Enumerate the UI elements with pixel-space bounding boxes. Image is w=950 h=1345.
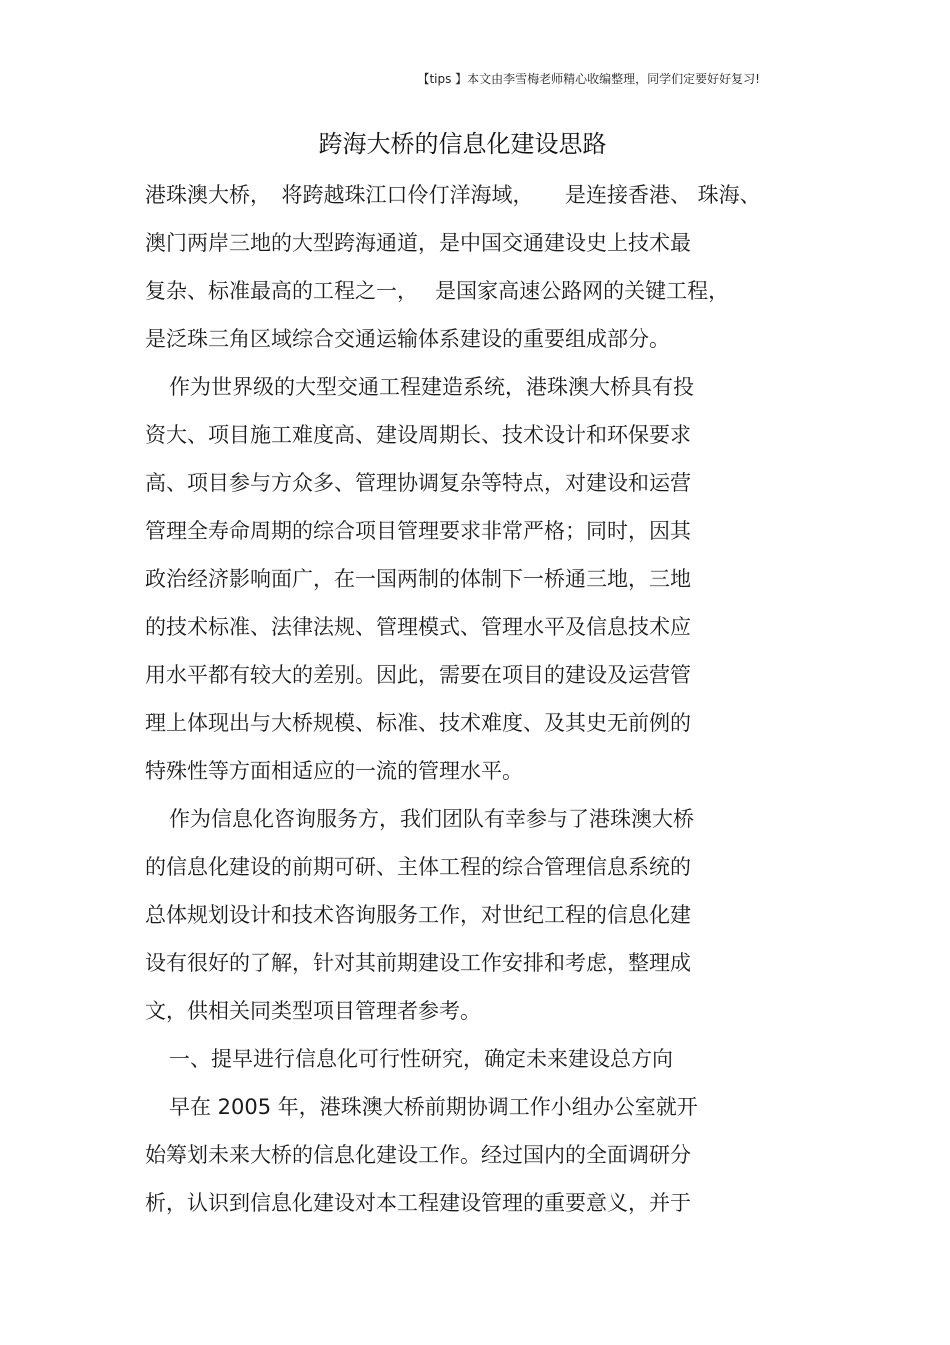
- text-line: 作为世界级的大型交通工程建造系统，港珠澳大桥具有投: [169, 375, 694, 399]
- text-line: 复杂、标准最高的工程之一， 是国家高速公路网的关键工程，: [145, 279, 730, 303]
- text-line: 文，供相关同类型项目管理者参考。: [145, 999, 481, 1023]
- text-line: 高、项目参与方众多、管理协调复杂等特点，对建设和运营: [145, 471, 691, 495]
- section-heading: 一、提早进行信息化可行性研究，确定未来建设总方向: [169, 1047, 673, 1071]
- text-line: 澳门两岸三地的大型跨海通道，是中国交通建设史上技术最: [145, 231, 691, 255]
- document-title: 跨海大桥的信息化建设思路: [318, 130, 607, 158]
- text-line: 析，认识到信息化建设对本工程建设管理的重要意义，并于: [145, 1191, 691, 1215]
- text-line: 是泛珠三角区域综合交通运输体系建设的重要组成部分。: [145, 327, 670, 351]
- text-line: 用水平都有较大的差别。因此，需要在项目的建设及运营管: [145, 663, 691, 687]
- text-line: 设有很好的了解，针对其前期建设工作安排和考虑，整理成: [145, 951, 691, 975]
- text-line: 作为信息化咨询服务方，我们团队有幸参与了港珠澳大桥: [169, 807, 694, 831]
- text-line: 的信息化建设的前期可研、主体工程的综合管理信息系统的: [145, 855, 691, 879]
- text-line: 港珠澳大桥， 将跨越珠江口伶仃洋海域， 是连接香港、 珠海、: [145, 183, 761, 207]
- text-line: 管理全寿命周期的综合项目管理要求非常严格；同时，因其: [145, 519, 691, 543]
- text-line: 资大、项目施工难度高、建设周期长、技术设计和环保要求: [145, 423, 691, 447]
- tips-header: 【tips 】本文由李雪梅老师精心收编整理，同学们定要好好复习!: [417, 72, 760, 86]
- document-body: [145, 171, 765, 1227]
- text-line: 的技术标准、法律法规、管理模式、管理水平及信息技术应: [145, 615, 691, 639]
- text-line: 始筹划未来大桥的信息化建设工作。经过国内的全面调研分: [145, 1143, 691, 1167]
- text-line: 早在 2005 年，港珠澳大桥前期协调工作小组办公室就开: [169, 1095, 698, 1119]
- text-line: 理上体现出与大桥规模、标准、技术难度、及其史无前例的: [145, 711, 691, 735]
- text-line: 总体规划设计和技术咨询服务工作，对世纪工程的信息化建: [145, 903, 691, 927]
- text-line: 特殊性等方面相适应的一流的管理水平。: [145, 759, 523, 783]
- text-line: 政治经济影响面广，在一国两制的体制下一桥通三地，三地: [145, 567, 691, 591]
